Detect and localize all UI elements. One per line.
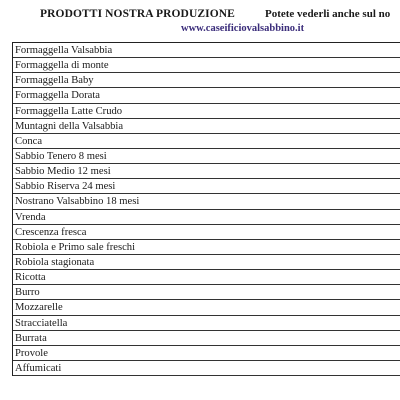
product-name: Provole: [15, 347, 48, 359]
website-link[interactable]: www.caseificiovalsabbino.it: [181, 23, 305, 34]
product-name: Sabbio Medio 12 mesi: [15, 166, 111, 178]
product-name: Mozzarelle: [15, 302, 63, 314]
table-row: [13, 361, 400, 376]
product-name: Sabbio Tenero 8 mesi: [15, 150, 107, 162]
product-table: [12, 42, 400, 376]
table-row: [13, 255, 400, 270]
table-row: [13, 134, 400, 149]
table-row: [13, 179, 400, 194]
table-row: [13, 119, 400, 134]
product-name: Nostrano Valsabbino 18 mesi: [15, 196, 140, 208]
product-name: Formaggella Latte Crudo: [15, 105, 123, 117]
table-row: [13, 331, 400, 346]
product-name: Formaggella Baby: [15, 75, 94, 87]
header-note: Potete vederli anche sul no: [265, 8, 391, 20]
table-row: [13, 225, 400, 240]
product-name: Ricotta: [15, 272, 46, 284]
product-name: Burrata: [15, 332, 47, 344]
table-row: [13, 210, 400, 225]
table-row: [13, 43, 400, 58]
product-name: Robiola stagionata: [15, 256, 95, 268]
product-name: Affumicati: [15, 362, 62, 374]
product-name: Formaggella Dorata: [15, 90, 101, 102]
product-name: Formaggella di monte: [15, 60, 109, 72]
page-title: PRODOTTI NOSTRA PRODUZIONE: [40, 8, 235, 20]
table-row: [13, 104, 400, 119]
table-row: [13, 316, 400, 331]
table-row: [13, 300, 400, 315]
table-row: [13, 164, 400, 179]
table-row: [13, 73, 400, 88]
table-row: [13, 58, 400, 73]
product-name: Robiola e Primo sale freschi: [15, 241, 136, 253]
table-row: [13, 285, 400, 300]
document-header: [0, 0, 400, 44]
table-row: [13, 149, 400, 164]
product-name: Sabbio Riserva 24 mesi: [15, 181, 116, 193]
product-name: Burro: [15, 287, 40, 299]
product-name: Stracciatella: [15, 317, 68, 329]
product-name: Vrenda: [15, 211, 46, 223]
table-row: [13, 240, 400, 255]
table-row: [13, 346, 400, 361]
product-name: Muntagnì della Valsabbia: [15, 120, 124, 132]
table-row: [13, 270, 400, 285]
table-row: [13, 194, 400, 209]
product-name: Conca: [15, 135, 43, 147]
table-row: [13, 88, 400, 103]
product-name: Formaggella Valsabbia: [15, 45, 113, 56]
product-name: Crescenza fresca: [15, 226, 87, 238]
